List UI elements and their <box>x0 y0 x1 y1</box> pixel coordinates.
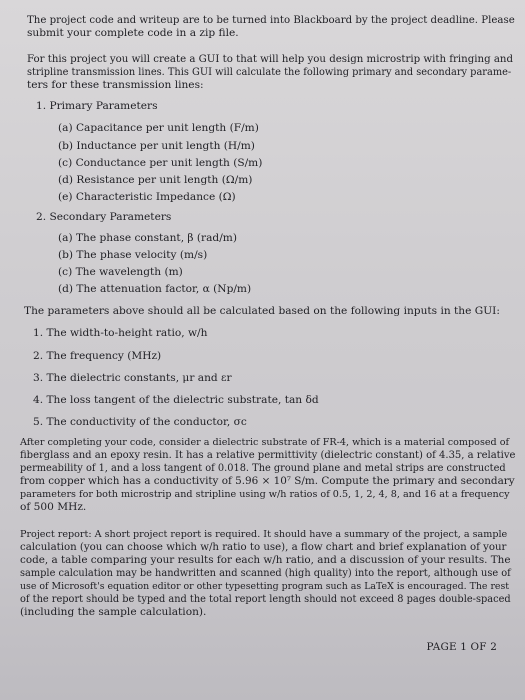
input-item: 2. The frequency (MHz) <box>33 350 162 362</box>
purpose-line-1: For this project you will create a GUI to that will help you design microstrip with fringing and <box>27 54 513 65</box>
primary-item: (e) Characteristic Impedance (Ω) <box>58 191 236 203</box>
secondary-item: (d) The attenuation factor, α (Np/m) <box>58 283 252 295</box>
after-line-6: of 500 MHz. <box>20 501 87 513</box>
report-line-1: Project report: A short project report is required. It should have a summary of the project, a sample <box>20 529 508 540</box>
purpose-line-3: ters for these transmission lines: <box>27 79 204 91</box>
intro-line-1: The project code and writeup are to be turned into Blackboard by the project deadline. Please <box>27 15 515 26</box>
after-line-5: parameters for both microstrip and stripline using w/h ratios of 0.5, 1, 2, 4, 8, and 16 at a frequency <box>20 489 510 500</box>
input-item: 5. The conductivity of the conductor, σc <box>33 416 247 428</box>
after-line-3: permeability of 1, and a loss tangent of 0.018. The ground plane and metal strips are constructed <box>20 463 506 474</box>
after-line-4: from copper which has a conductivity of 5.96 × 10⁷ S/m. Compute the primary and secondary <box>20 475 515 487</box>
after-line-2: fiberglass and an epoxy resin. It has a relative permittivity (dielectric constant) of 4.35, a relative <box>20 450 516 461</box>
input-item: 4. The loss tangent of the dielectric substrate, tan δd <box>33 394 319 406</box>
report-line-3: code, a table comparing your results for each w/h ratio, and a discussion of your results. The <box>20 554 511 566</box>
report-line-7: (including the sample calculation). <box>20 606 207 618</box>
primary-heading: 1. Primary Parameters <box>36 100 158 112</box>
secondary-item: (c) The wavelength (m) <box>58 266 183 278</box>
after-line-1: After completing your code, consider a dielectric substrate of FR-4, which is a material composed of <box>20 437 510 448</box>
primary-item: (d) Resistance per unit length (Ω/m) <box>58 174 253 186</box>
page-number: PAGE 1 OF 2 <box>426 641 497 653</box>
report-line-2: calculation (you can choose which w/h ratio to use), a flow chart and brief explanation of your <box>20 542 507 553</box>
primary-item: (b) Inductance per unit length (H/m) <box>58 140 255 152</box>
report-line-4: sample calculation may be handwritten and scanned (high quality) into the report, although use of <box>20 568 511 579</box>
secondary-item: (a) The phase constant, β (rad/m) <box>58 232 237 244</box>
primary-item: (a) Capacitance per unit length (F/m) <box>58 122 259 134</box>
inputs-lead: The parameters above should all be calculated based on the following inputs in the GUI: <box>24 305 500 317</box>
report-line-6: of the report should be typed and the total report length should not exceed 8 pages double-spaced <box>20 594 511 605</box>
intro-line-2: submit your complete code in a zip file. <box>27 27 239 39</box>
primary-item: (c) Conductance per unit length (S/m) <box>58 157 263 169</box>
secondary-heading: 2. Secondary Parameters <box>36 211 172 223</box>
input-item: 3. The dielectric constants, μr and εr <box>33 372 232 384</box>
purpose-line-2: stripline transmission lines. This GUI will calculate the following primary and secondary parame- <box>27 67 512 78</box>
secondary-item: (b) The phase velocity (m/s) <box>58 249 208 261</box>
input-item: 1. The width-to-height ratio, w/h <box>33 327 208 339</box>
report-line-5: use of Microsoft's equation editor or other typesetting program such as LaTeX is encouraged. The rest <box>20 581 510 592</box>
